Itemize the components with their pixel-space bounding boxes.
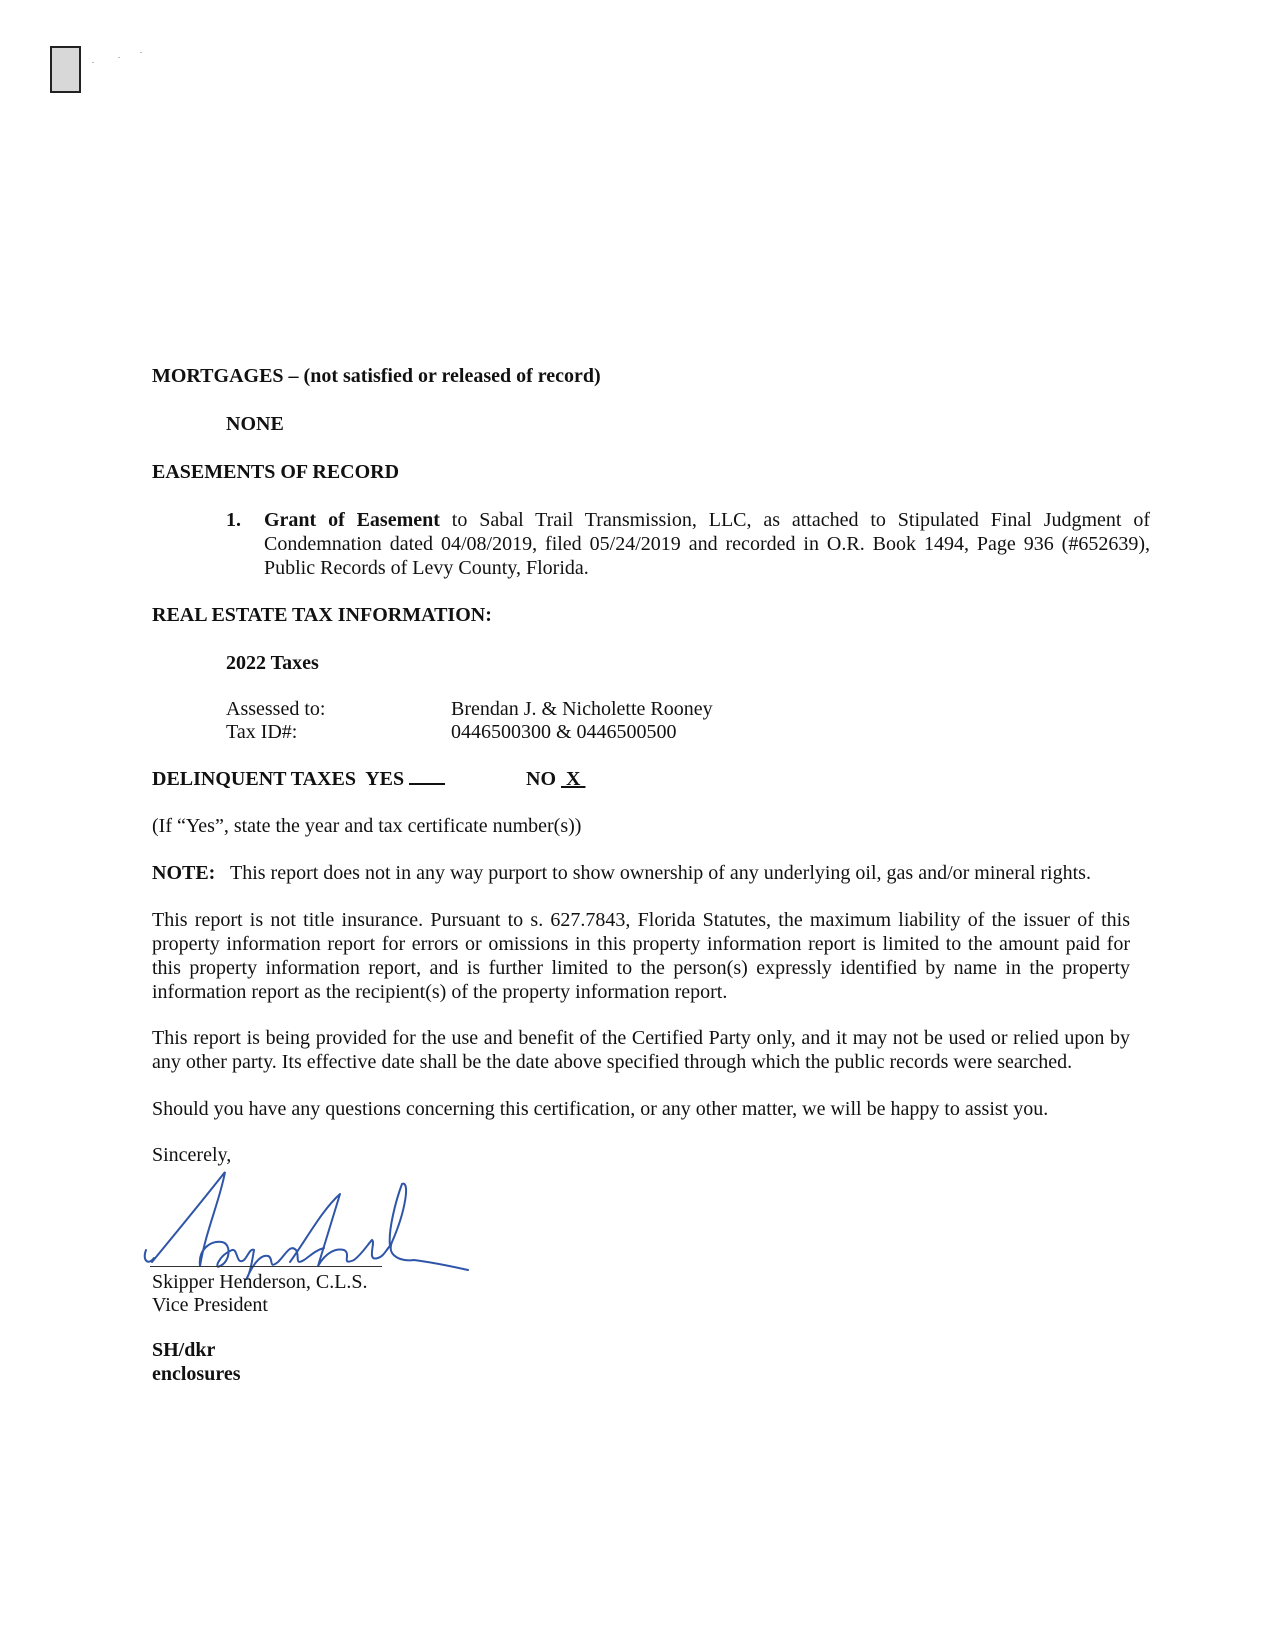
delinquent-no-label: NO (526, 768, 556, 790)
note-label: NOTE: (152, 862, 216, 884)
scan-speck (118, 57, 120, 58)
tax-id-label: Tax ID#: (226, 721, 298, 743)
liability-paragraph: This report is not title insurance. Pursuant to s. 627.7843, Florida Statutes, the maximum liability of the issuer of this property information report for errors or omissions in this property information report is limited to the amount paid for this property information report, and is further limited to the person(s) expressly identified by name in the property information report as the recipient(s) of the property information report. (152, 909, 1130, 1003)
tax-id-value: 0446500300 & 0446500500 (451, 721, 677, 743)
delinquent-no-group (526, 767, 585, 791)
delinquent-yes-label: YES (365, 768, 405, 790)
easement-item-title: Grant of Easement (264, 509, 440, 531)
signature-line (150, 1266, 382, 1267)
scan-corner-box (50, 46, 81, 93)
tax-year-label: 2022 Taxes (226, 652, 319, 674)
signer-name: Skipper Henderson, C.L.S. (152, 1271, 368, 1293)
mortgages-value: NONE (226, 413, 284, 435)
scan-speck (140, 52, 142, 53)
easement-item-body (264, 508, 1150, 580)
delinquent-taxes-label: DELINQUENT TAXES (152, 768, 356, 790)
delinquent-taxes-row (152, 767, 445, 791)
easement-item-text: to Sabal Trail Transmission, LLC, as attached to Stipulated Final Judgment of Condemnation dated 04/08/2019, filed 05/24/2019 and recorded in O.R. Book 1494, Page 936 (#652639), Public Records of Levy County, Florida. (264, 509, 1150, 579)
if-yes-note: (If “Yes”, state the year and tax certificate number(s)) (152, 815, 582, 837)
easement-item-number: 1. (226, 509, 241, 531)
delinquent-no-mark (561, 768, 585, 790)
assessed-to-label: Assessed to: (226, 698, 326, 720)
delinquent-no-mark-text: X (566, 768, 581, 790)
salutation: Sincerely, (152, 1144, 232, 1166)
scan-speck (92, 62, 94, 63)
questions-paragraph: Should you have any questions concerning this certification, or any other matter, we will be happy to assist you. (152, 1098, 1049, 1120)
note-row (152, 861, 1091, 885)
initials: SH/dkr (152, 1339, 216, 1361)
signature-stroke (290, 1184, 468, 1270)
delinquent-yes-blank (409, 769, 445, 785)
assessed-to-value: Brendan J. & Nicholette Rooney (451, 698, 713, 720)
use-paragraph: This report is being provided for the use and benefit of the Certified Party only, and it may not be used or relied upon by any other party. Its effective date shall be the date above specified through which the public records were searched. (152, 1027, 1130, 1073)
signature-stroke (145, 1250, 154, 1262)
signature-stroke (152, 1172, 324, 1280)
note-text: This report does not in any way purport to show ownership of any underlying oil, gas and/or mineral rights. (229, 862, 1091, 884)
signature-image (140, 1170, 470, 1280)
signer-title: Vice President (152, 1294, 268, 1316)
enclosures: enclosures (152, 1363, 241, 1385)
tax-heading: REAL ESTATE TAX INFORMATION: (152, 604, 492, 626)
easements-heading: EASEMENTS OF RECORD (152, 461, 400, 483)
mortgages-heading: MORTGAGES – (not satisfied or released of record) (152, 365, 601, 387)
